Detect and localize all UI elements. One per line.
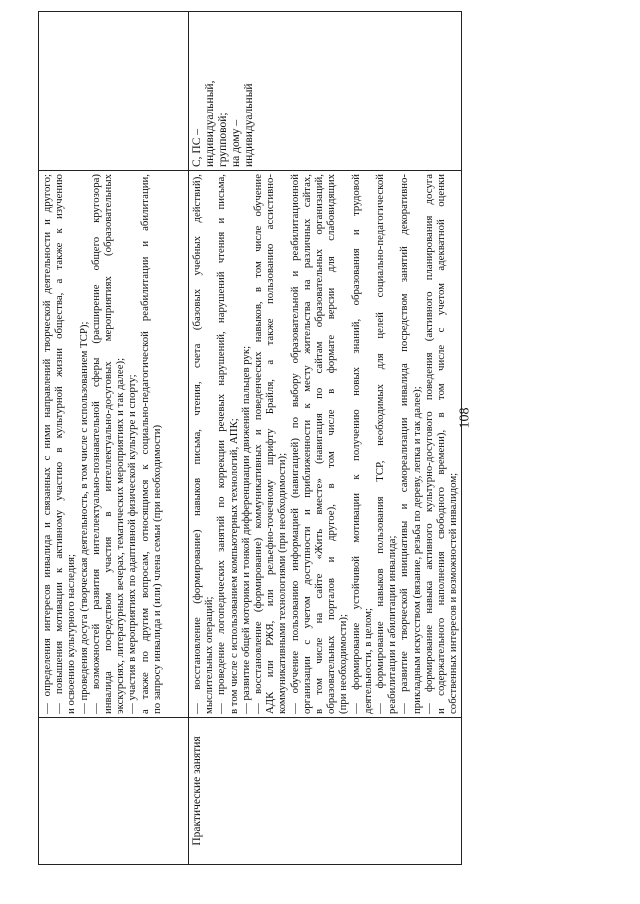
text-line: — участия в мероприятиях по адаптивной физической культуре и спорту; (126, 374, 139, 714)
text-line: — формирование навыка активного культурно-досугового поведения (активного планирования досуга (422, 174, 435, 714)
form-line: С, ПС – (191, 128, 203, 167)
page-number: 108 (457, 407, 473, 429)
text-line: — проведение логопедических занятий по коррекции речевых нарушений, нарушений чтения и письма, (215, 174, 228, 714)
content-cell (39, 171, 189, 718)
rotated-table-page (38, 33, 460, 865)
text-line: — обучение пользованию информацией (навигацией) по выбору образовательной и реабилитационной (288, 174, 301, 714)
text-line: — восстановление (формирование) навыков письма, чтения, счета (базовых учебных действий), (191, 174, 203, 714)
content-cell (189, 171, 462, 718)
text-line: экскурсиях, литературных вечерах, тематических мероприятиях и так далее); (114, 357, 127, 714)
text-line: — возможностей развития интеллектуально-познавательной сферы (расширение общего кругозора) (89, 174, 102, 714)
text-line: а также по другим вопросам, относящимся к социально-педагогической реабилитации и абилитации, (138, 174, 151, 714)
text-line: — формирование устойчивой мотивации к получению новых знаний, образования и трудовой (349, 174, 362, 714)
table-row (39, 12, 189, 865)
form-line: на дому – (230, 119, 242, 167)
form-line: групповой; (217, 112, 229, 167)
text-line: АДК или РЖЯ, или рельефно-точечному шрифту Брайля, а также пользованию ассистивно- (264, 174, 277, 714)
text-line: — развитие общей моторики и тонкой дифференциации движений пальцев рук; (239, 345, 252, 714)
text-line: по запросу инвалида и (или) члена семьи (при необходимости) (150, 424, 163, 714)
text-line: прикладным искусством (вязание, резьба по дереву, лепка и так далее); (410, 386, 423, 714)
rehab-table (38, 11, 462, 865)
text-line: и освоению культурного наследия; (65, 554, 78, 714)
activity-label: Практические занятия (189, 718, 462, 865)
text-line: инвалида посредством участия в интеллектуально-досуговых мероприятиях (образовательных (102, 174, 115, 714)
text-line: мыслительных операций; (203, 596, 216, 714)
activity-cell-empty (39, 718, 189, 865)
form-cell (189, 12, 462, 171)
text-line: — повышения мотивации к активному участию в культурной жизни общества, а также к изучению (53, 174, 66, 714)
form-line: индивидуальный, (204, 80, 216, 167)
text-line: — формирование навыков пользования ТСР, необходимых для целей социально-педагогической (374, 174, 387, 714)
text-line: — развитие творческой инициативы и самореализации инвалида посредством занятий декоративно- (398, 174, 411, 714)
text-line: — определения интересов инвалида и связанных с ними направлений творческой деятельности и другого; (41, 174, 53, 714)
text-line: — проведения досуга (творческая деятельность, в том числе с использованием ТСР); (77, 321, 90, 714)
text-line: — восстановление (формирование) коммуникативных и поведенческих навыков, в том числе обучение (252, 174, 265, 714)
form-cell-empty (39, 12, 189, 171)
text-line: организации с учетом доступности и приближенности к месту жительства на различных сайтах, (300, 174, 313, 714)
text-line: образовательных порталов и другое), в том числе в формате версии для слабовидящих (325, 174, 338, 714)
text-line: деятельности, в целом; (361, 608, 374, 714)
text-line: реабилитации и абилитации инвалида; (386, 535, 399, 714)
table-row (189, 12, 462, 865)
text-line: собственных интересов и возможностей инвалидом; (447, 472, 460, 714)
text-line: в том числе с использованием компьютерных технологий, АПК; (227, 418, 240, 714)
text-line: (при необходимости); (337, 613, 350, 714)
form-line: индивидуальный (243, 83, 255, 167)
text-line: коммуникативными технологиями (при необходимости); (276, 452, 289, 714)
text-line: и содержательного наполнения свободного времени), в том числе с учетом адекватной оценки (435, 174, 448, 714)
text-line: в том числе на сайте «Жить вместе» (навигация по сайтам образовательных организаций, (313, 174, 326, 714)
